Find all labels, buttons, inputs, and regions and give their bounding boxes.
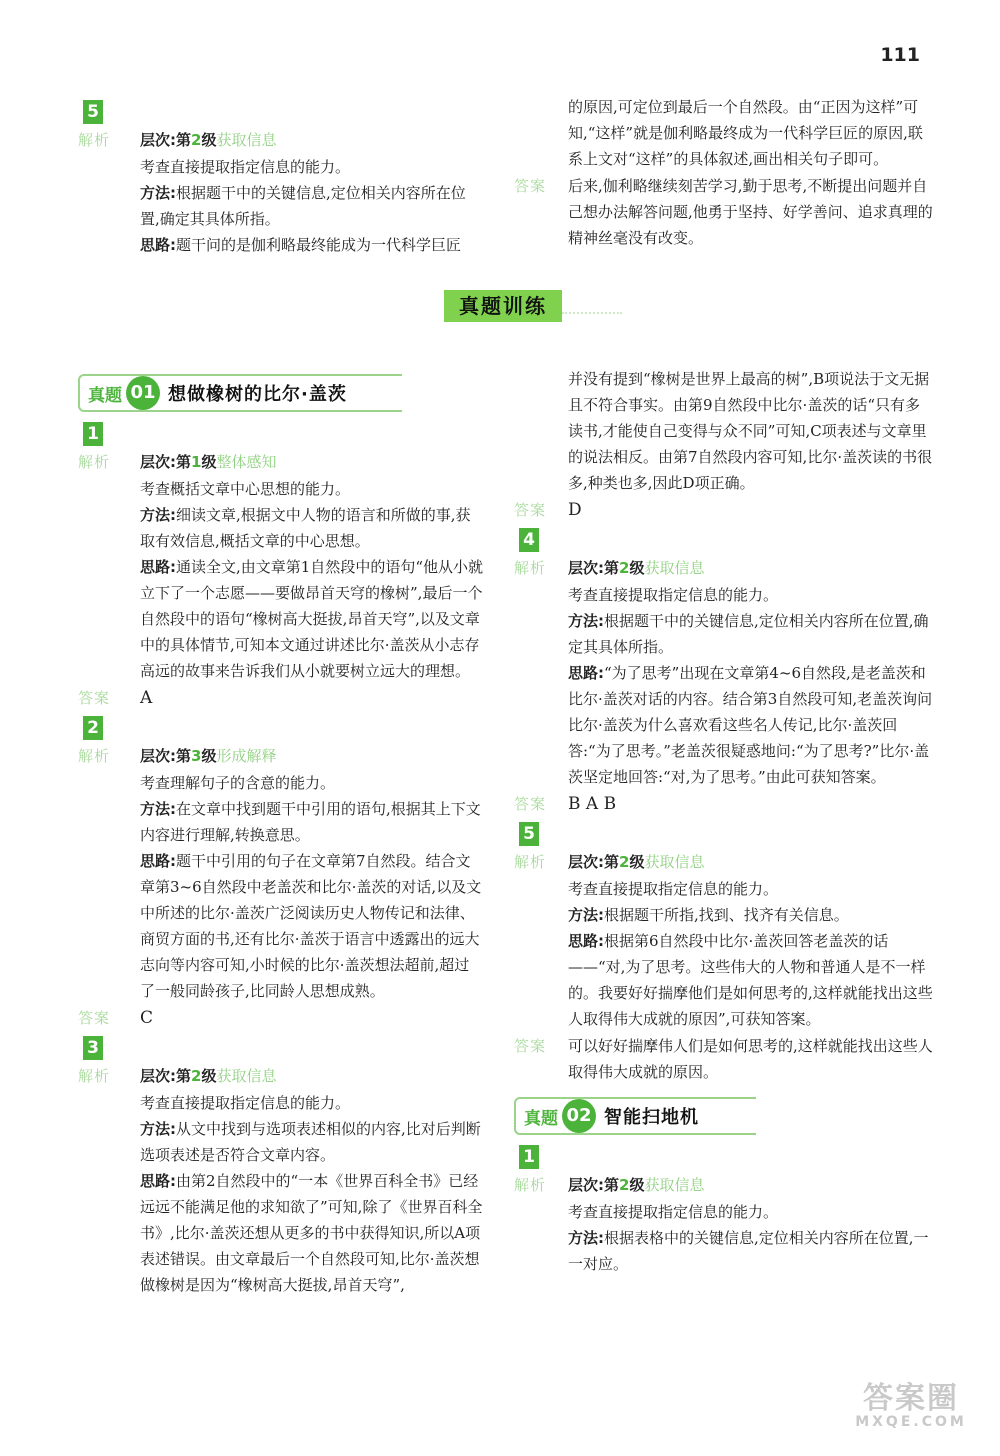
exam-header-01: 真题 01 想做橡树的比尔·盖茨 bbox=[78, 374, 402, 412]
question-number: 5 bbox=[83, 100, 103, 124]
exam-title: 智能扫地机 bbox=[604, 1107, 699, 1128]
level-row: 解析 层次:第2级获取信息 bbox=[78, 127, 483, 153]
page-number: 111 bbox=[880, 44, 920, 66]
right-column: 并没有提到“橡树是世界上最高的树”,B项说法于文无据且不符合事实。由第9自然段中比尔·盖茨的话“只有多读书,才能使自己变得与众不同”可知,C项表述与文章里的说法相反。由第7自然段内容可知,比尔·盖茨读的书很多,种类也多,因此D项正确。 答案 D 4 解析 层次:第2级获取信息 考查直接提取指定信息的能力。 方法:根据题干中的关键信息,定位相关内容所在位置,确定其具体所指。 思路:“为了思考”出现在文章第4~6自然段,是老盖茨和比尔·盖茨对话的内容。结合第3自然段可知,老盖茨询问比尔·盖茨为什么喜欢看这些名人传记,比尔·盖茨回答:“为了思考。”老盖茨很疑惑地问:“为了思考?”比尔·盖茨坚定地回答:“对,为了思考。”由此可获知答案。 答案 B A B 5 解析 层次:第2级获取信息 考查直接提取指定信息的能力。 方法:根据题干所指,找到、找齐有关信息。 思路:根据第6自然段中比尔·盖茨回答老盖茨的话——“对,为了思考。这些伟大的人物和普通人是不一样的。我要好好揣摩他们是如何思考的,这样就能找出这些人取得伟大成就的原因”,可获知答案。 答案 可以好好揣摩伟人们是如何思考的,这样就能找出这些人取得伟大成就的原因。 真题 02 智能扫地机 1 解析 层次:第2级获取信息 考查直接提取指定信息的能力。 方法:根据表格中的关键信息,定位相关内容所在位置,一一对应。 bbox=[514, 366, 934, 1277]
answer-row: 答案 B A B bbox=[514, 794, 617, 814]
answer-row: 答案 C bbox=[78, 1008, 154, 1028]
answer-row: 答案 D bbox=[514, 500, 582, 520]
watermark-logo: 答案圈 MXQE.COM bbox=[855, 1381, 967, 1430]
left-column: 真题 01 想做橡树的比尔·盖茨 1 解析 层次:第1级整体感知 考查概括文章中心思想的能力。 方法:细读文章,根据文中人物的语言和所做的事,获取有效信息,概括文章的中心思想。 思路:通读全文,由文章第1自然段中的语句“他从小就立下了一个志愿——要做昂首天穹的橡树”,最后一个自然段中的语句“橡树高大挺拔,昂首天穹”,以及文章中的具体情节,可知本文通过讲述比尔·盖茨从小志存高远的故事来告诉我们从小就要树立远大的理想。 答案 A 2 解析 层次:第3级形成解释 考查理解句子的含意的能力。 方法:在文章中找到题干中引用的语句,根据其上下文内容进行理解,转换意思。 思路:题干中引用的句子在文章第7自然段。结合文章第3~6自然段中老盖茨和比尔·盖茨的对话,以及文中所述的比尔·盖茨广泛阅读历史人物传记和法律、商贸方面的书,还有比尔·盖茨于语言中透露出的远大志向等内容可知,小时候的比尔·盖茨想法超前,超过了一般同龄孩子,比同龄人思想成熟。 答案 C 3 解析 层次:第2级获取信息 考查直接提取指定信息的能力。 方法:从文中找到与选项表述相似的内容,比对后判断选项表述是否符合文章内容。 思路:由第2自然段中的“一本《世界百科全书》已经远远不能满足他的求知欲了”可知,除了《世界百科全书》,比尔·盖茨还想从更多的书中获得知识,所以A项表述错误。由文章最后一个自然段可知,比尔·盖茨想做橡树是因为“橡树高大挺拔,昂首天穹”, bbox=[78, 370, 483, 1298]
level-row: 解析 层次:第1级整体感知 bbox=[78, 453, 277, 471]
question-number: 5 bbox=[519, 822, 539, 846]
answer-text: 后来,伽利略继续刻苦学习,勤于思考,不断提出问题并自己想办法解答问题,他勇于坚持、好学善问、追求真理的精神丝毫没有改变。 bbox=[568, 177, 933, 247]
level-row: 解析 层次:第2级获取信息 bbox=[514, 1176, 705, 1194]
question-number: 1 bbox=[83, 422, 103, 446]
level-row: 解析 层次:第2级获取信息 bbox=[514, 853, 705, 871]
exam-number-badge: 02 bbox=[562, 1099, 596, 1133]
exam-number-badge: 01 bbox=[126, 376, 160, 410]
section-title: 真题训练 bbox=[444, 290, 562, 322]
question-number: 3 bbox=[83, 1036, 103, 1060]
answer-row: 答案 可以好好揣摩伟人们是如何思考的,这样就能找出这些人取得伟大成就的原因。 bbox=[514, 1037, 933, 1081]
question-number: 2 bbox=[83, 716, 103, 740]
answer-tag: 答案 bbox=[514, 177, 547, 195]
question-number: 1 bbox=[519, 1145, 539, 1169]
level-row: 解析 层次:第3级形成解释 bbox=[78, 747, 277, 765]
skill-line: 考查直接提取指定信息的能力。 bbox=[140, 158, 351, 176]
thought-continuation: 的原因,可定位到最后一个自然段。由“正因为这样”可知,“这样”就是伽利略最终成为一代科学巨匠的原因,联系上文对“这样”的具体叙述,画出相关句子即可。 bbox=[568, 98, 923, 168]
top-right-column bbox=[514, 94, 934, 252]
method-line: 方法:根据题干中的关键信息,定位相关内容所在位置,确定其具体所指。 bbox=[140, 184, 466, 228]
thought-continuation: 并没有提到“橡树是世界上最高的树”,B项说法于文无据且不符合事实。由第9自然段中比尔·盖茨的话“只有多读书,才能使自己变得与众不同”可知,C项表述与文章里的说法相反。由第7自然段内容可知,比尔·盖茨读的书很多,种类也多,因此D项正确。 bbox=[568, 370, 933, 492]
exam-title: 想做橡树的比尔·盖茨 bbox=[168, 384, 347, 405]
level-row: 解析 层次:第2级获取信息 bbox=[514, 559, 705, 577]
answer-row: 答案 A bbox=[78, 688, 153, 708]
question-number: 4 bbox=[519, 528, 539, 552]
top-left-column bbox=[78, 96, 483, 258]
analysis-tag: 解析 bbox=[78, 131, 111, 149]
exam-header-02: 真题 02 智能扫地机 bbox=[514, 1097, 756, 1135]
thought-line: 思路:题干问的是伽利略最终能成为一代科学巨匠 bbox=[140, 236, 462, 254]
level-row: 解析 层次:第2级获取信息 bbox=[78, 1067, 277, 1085]
answer-row bbox=[514, 173, 934, 251]
